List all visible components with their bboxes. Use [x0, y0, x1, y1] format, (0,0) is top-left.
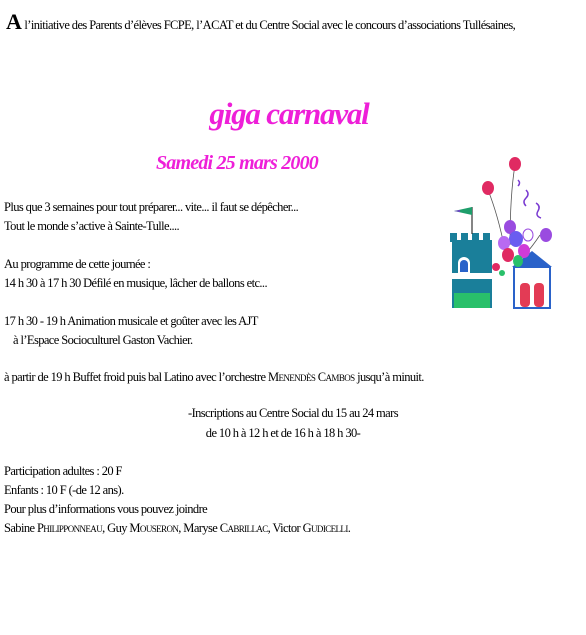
inscription-line: -Inscriptions au Centre Social du 15 au 24 mars [188, 406, 398, 420]
paragraph-line: 14 h 30 à 17 h 30 Défilé en musique, lâcher de ballons etc... [4, 276, 267, 290]
band-name: Menendès Cambos [267, 370, 355, 384]
paragraph-line: à l’Espace Socioculturel Gaston Vachier. [13, 333, 193, 347]
text-span: , Maryse [178, 521, 220, 535]
intro-paragraph [6, 9, 566, 35]
event-title: giga carnaval [209, 96, 369, 131]
paragraph-line: Participation adultes : 20 F [4, 464, 122, 478]
paragraph-line: Pour plus d’informations vous pouvez joindre [4, 502, 208, 516]
paragraph-line: Au programme de cette journée : [4, 257, 151, 271]
text-span: , Victor [267, 521, 303, 535]
intro-text: l’initiative des Parents d’élèves FCPE, l’ACAT et du Centre Social avec le concours d’associations Tullésaines, [21, 18, 516, 32]
contact-name: Gudicelli [302, 521, 348, 535]
paragraph-line: Plus que 3 semaines pour tout préparer... vite... il faut se dépêcher... [4, 200, 299, 214]
paragraph-line [4, 370, 424, 385]
castle-balloons-illustration [440, 155, 560, 315]
contact-name: Philipponneau [36, 521, 103, 535]
paragraph-line: 17 h 30 - 19 h Animation musicale et goûter avec les AJT [4, 314, 258, 328]
text-span: , Guy [102, 521, 130, 535]
event-date: Samedi 25 mars 2000 [155, 152, 319, 174]
text-span: à partir de 19 h Buffet froid puis bal Latino avec l’orchestre [4, 370, 268, 384]
paragraph-line: Enfants : 10 F (-de 12 ans). [4, 483, 124, 497]
contacts-line [4, 521, 350, 536]
drop-cap: A [6, 9, 22, 34]
contact-name: Cabrillac [219, 521, 268, 535]
inscription-line: de 10 h à 12 h et de 16 h à 18 h 30- [205, 426, 361, 440]
text-span: . [347, 521, 351, 535]
text-span: jusqu’à minuit. [354, 370, 424, 384]
paragraph-line: Tout le monde s’active à Sainte-Tulle.... [4, 219, 180, 233]
contact-name: Mouseron [129, 521, 179, 535]
text-span: Sabine [4, 521, 37, 535]
